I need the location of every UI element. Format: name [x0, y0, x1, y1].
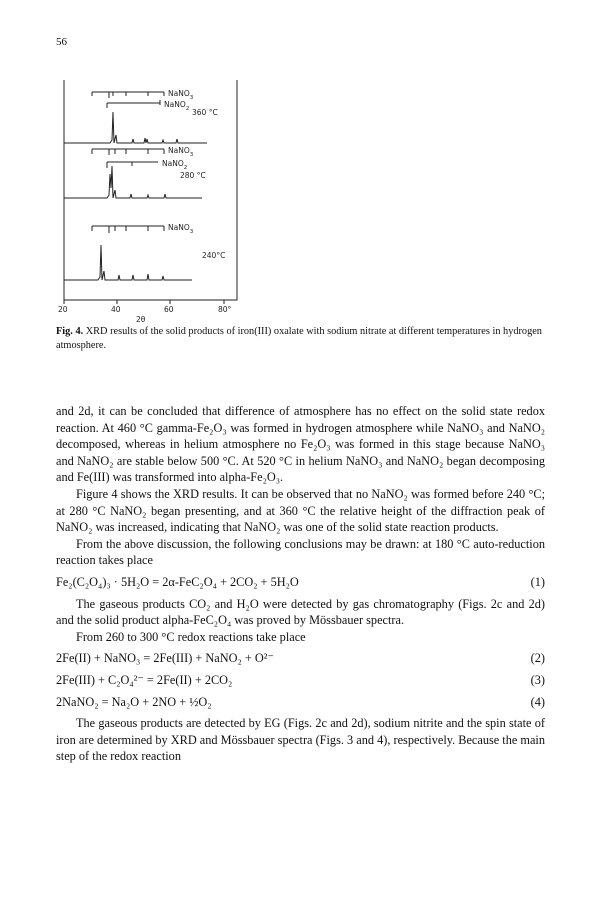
- markers-nano2-mid: [107, 162, 158, 168]
- x-tick-label: 20: [58, 305, 68, 314]
- trace-360: [64, 112, 207, 143]
- equation-number: (2): [530, 651, 545, 666]
- equation-1: [56, 574, 545, 591]
- paragraph: and 2d, it can be concluded that difference of atmosphere has no effect on the solid state redox reaction. At 460 °C gamma-Fe₂O₃ was formed in hydrogen atmosphere while NaNO₃ and NaNO₂ decomposed, whereas in helium atmosphere no Fe₂O₃ was formed in this stage because NaNO₃ and NaNO₂ are stable below 500 °C. At 520 °C in helium NaNO₃ and NaNO₂ began decomposing and Fe(III) was transformed into alpha-Fe₂O₃.: [56, 404, 545, 485]
- x-tick-label: 80°: [218, 305, 232, 314]
- equation-number: (4): [530, 694, 545, 709]
- body-text: [56, 403, 545, 765]
- label-temp-240: 240°C: [202, 251, 226, 260]
- caption-text: XRD results of the solid products of iron(III) oxalate with sodium nitrate at different temperatures in hydrogen atmosphere.: [56, 326, 542, 351]
- markers-nano3-top: [92, 92, 164, 98]
- label-temp-280: 280 °C: [180, 171, 206, 180]
- x-tick-label: 40: [111, 305, 121, 314]
- paragraph: The gaseous products CO₂ and H₂O were detected by gas chromatography (Figs. 2c and 2d) and the solid product alpha-FeC₂O₄ was proved by Mössbauer spectra.: [56, 596, 545, 628]
- paragraph: Figure 4 shows the XRD results. It can be observed that no NaNO₂ was formed before 240 °C; at 280 °C NaNO₂ began presenting, and at 360 °C the relative height of the diffraction peak of NaNO₂ was increased, indicating that NaNO₂ was one of the solid state reaction products.: [56, 486, 545, 535]
- paragraph: From the above discussion, the following conclusions may be drawn: at 180 °C auto-reduction reaction takes place: [56, 536, 545, 568]
- markers-nano2-top: [107, 100, 160, 108]
- equation-4: [56, 694, 545, 711]
- label-nano2-top: NaNO$_2$: [164, 100, 190, 112]
- equation-3: [56, 672, 545, 689]
- xrd-plot: [52, 78, 282, 323]
- equation-text: Fe₂(C₂O₄)₃ · 5H₂O = 2α-FeC₂O₄ + 2CO₂ + 5H₂O: [56, 574, 299, 589]
- equation-text: 2Fe(III) + C₂O₄²⁻ = 2Fe(II) + 2CO₂: [56, 672, 233, 687]
- equation-number: (3): [530, 672, 545, 687]
- equation-number: (1): [530, 574, 545, 589]
- x-ticks: [64, 300, 224, 304]
- paragraph: From 260 to 300 °C redox reactions take place: [76, 629, 306, 644]
- page-number: 56: [56, 36, 67, 48]
- x-axis-label: 2θ: [136, 315, 146, 324]
- label-nano3-top: NaNO$_3$: [168, 89, 194, 101]
- paragraph: The gaseous products are detected by EG (Figs. 2c and 2d), sodium nitrite and the spin state of iron are determined by XRD and Mössbauer spectra (Figs. 3 and 4), respectively. Because the main step of the redox reaction: [56, 716, 545, 764]
- figure-caption: [56, 325, 546, 353]
- equation-text: 2Fe(II) + NaNO₃ = 2Fe(III) + NaNO₂ + O²⁻: [56, 651, 274, 666]
- label-nano3-bot: NaNO$_3$: [168, 223, 194, 235]
- xrd-figure: [52, 78, 282, 323]
- markers-nano3-bot: [92, 226, 164, 233]
- label-temp-360: 360 °C: [192, 108, 218, 117]
- label-nano3-mid: NaNO$_3$: [168, 146, 194, 158]
- x-tick-label: 60: [164, 305, 174, 314]
- label-nano2-mid: NaNO$_2$: [162, 159, 188, 171]
- equation-text: 2NaNO₂ = Na₂O + 2NO + ½O₂: [56, 694, 212, 709]
- caption-label: Fig. 4.: [56, 326, 84, 337]
- markers-nano3-mid: [92, 149, 164, 155]
- equation-2: [56, 650, 545, 667]
- trace-240: [64, 245, 192, 280]
